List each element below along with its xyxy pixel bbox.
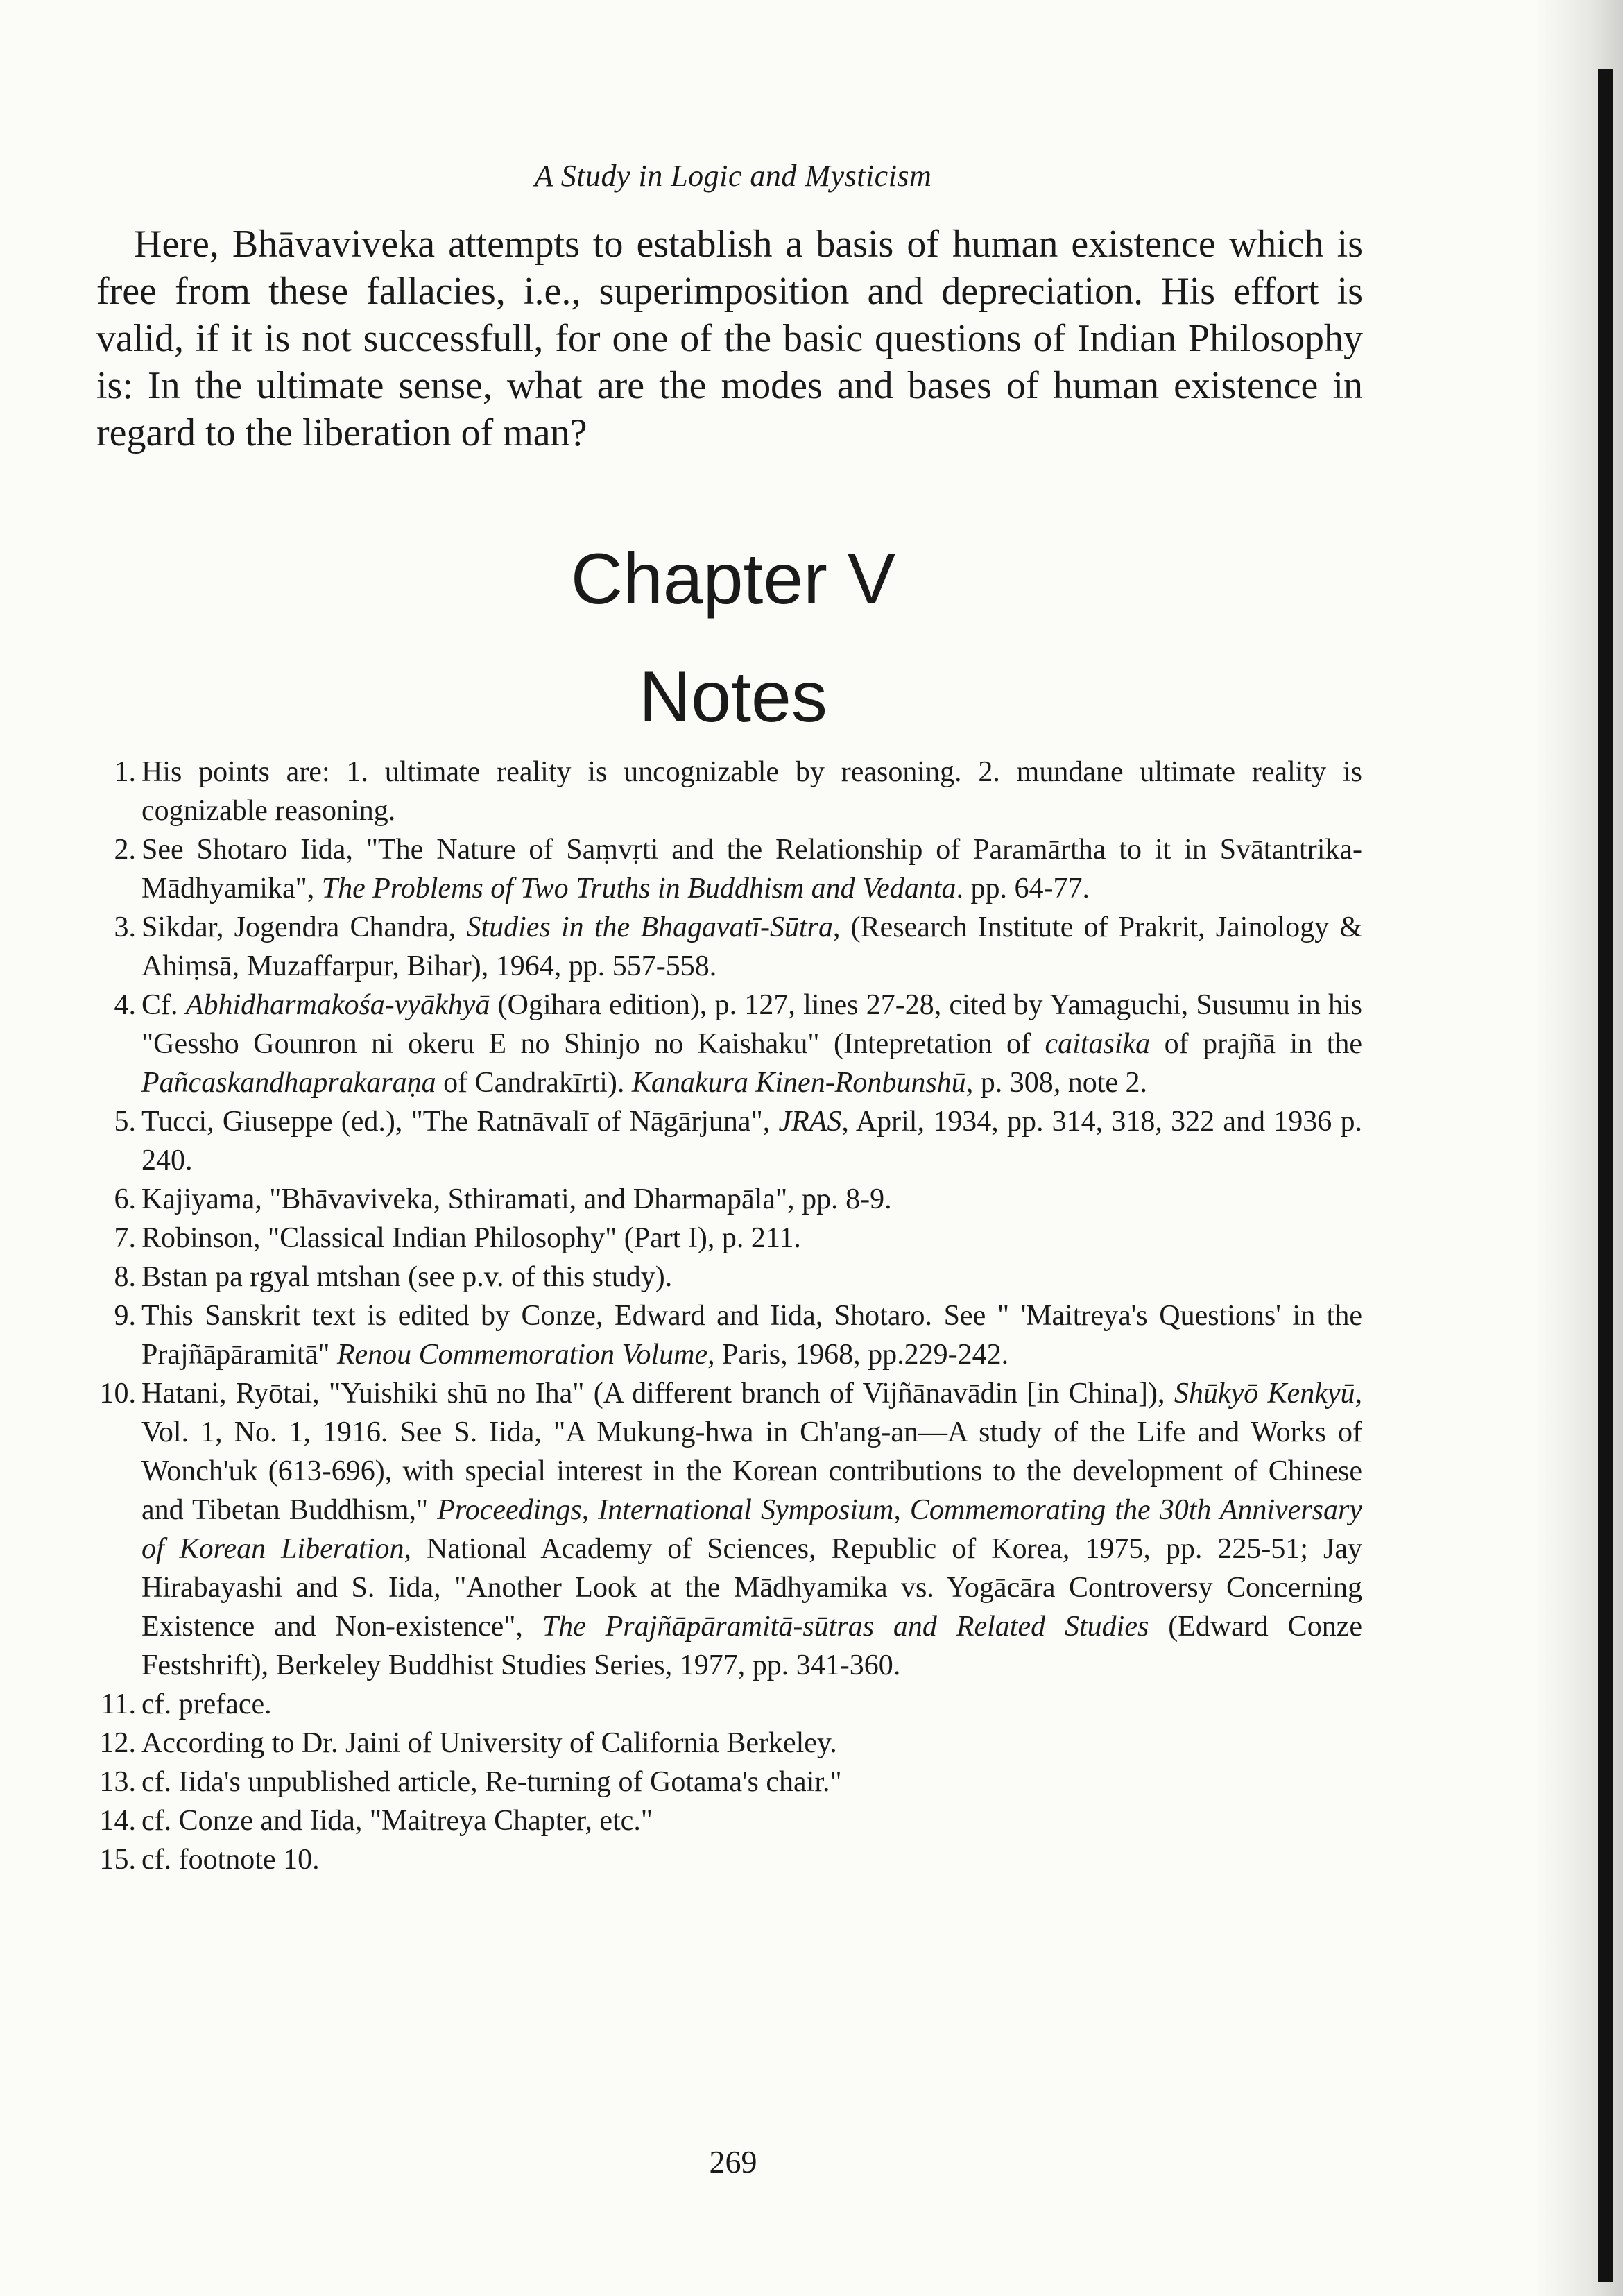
running-head: A Study in Logic and Mysticism [534, 159, 932, 193]
body-paragraph: Here, Bhāvaviveka attempts to establish a basis of human existence which is free from these fallacies, i.e., superimposition and depreciation. His effort is valid, if it is not successfull, for one of the basic questions of Indian Philosophy is: In the ultimate sense, what are the modes and bases of human existence in regard to the liberation of man? [96, 223, 1363, 454]
note-item [82, 1258, 1362, 1296]
note-item [82, 753, 1362, 830]
note-number: 5. [114, 1106, 136, 1138]
note-text [141, 1766, 842, 1798]
note-number: 4. [114, 989, 136, 1021]
note-text-segment: , National Academy of Sciences, Republic of Korea, 1975, pp. 225-51; Jay Hirabayashi and S. Iida, "Another Look at the Mādhyamika vs. Yogācāra Controversy Concerning Existence and Non-existence", [141, 1533, 1362, 1643]
page-binding-gutter [1533, 0, 1623, 2296]
note-item [82, 1763, 1362, 1801]
note-title-italic: Abhidharmakośa-vyākhyā [185, 989, 490, 1021]
note-title-italic: caitasika [1045, 1028, 1151, 1060]
note-number: 10. [99, 1378, 136, 1410]
note-text-segment: , (Research Institute of Prakrit, Jainology & Ahiṃsā, Muzaffarpur, Bihar), 1964, pp. 557-558. [141, 911, 1362, 982]
note-title-italic: The Prajñāpāramitā-sūtras and Related Studies [542, 1611, 1149, 1643]
note-text [141, 1222, 801, 1254]
note-text-segment: cf. Conze and Iida, "Maitreya Chapter, etc." [141, 1805, 653, 1837]
note-text-segment: See Shotaro Iida, "The Nature of Saṃvṛti and the Relationship of Paramārtha to it in Svātantrika-Mādhyamika", [141, 834, 1362, 905]
note-text-segment: . pp. 64-77. [956, 873, 1090, 905]
note-text-segment: Bstan pa rgyal mtshan (see p.v. of this study). [141, 1261, 673, 1293]
note-item [82, 1374, 1362, 1685]
note-text-segment: cf. footnote 10. [141, 1844, 320, 1876]
note-item [82, 1180, 1362, 1219]
note-text-segment: This Sanskrit text is edited by Conze, Edward and Iida, Shotaro. See " 'Maitreya's Questions' in the Prajñāpāramitā" [141, 1300, 1362, 1371]
note-text-segment: of prajñā in the [1150, 1028, 1363, 1060]
note-item [82, 1296, 1362, 1374]
note-item [82, 986, 1362, 1102]
note-title-italic: JRAS [778, 1106, 842, 1138]
note-text [141, 1378, 1362, 1681]
note-item [82, 1685, 1362, 1724]
note-item [82, 1219, 1362, 1258]
note-text-segment: (Edward Conze Festshrift), Berkeley Buddhist Studies Series, 1977, pp. 341-360. [141, 1611, 1362, 1681]
note-text [141, 1844, 320, 1876]
note-text [141, 1183, 892, 1215]
note-text [141, 1727, 837, 1759]
note-number: 9. [114, 1300, 136, 1332]
note-text [141, 989, 1362, 1099]
note-text [141, 1300, 1362, 1371]
note-number: 8. [114, 1261, 136, 1293]
note-text-segment: According to Dr. Jaini of University of California Berkeley. [141, 1727, 837, 1759]
note-text-segment: cf. Iida's unpublished article, Re-turning of Gotama's chair." [141, 1766, 842, 1798]
note-text-segment: , Vol. 1, No. 1, 1916. See S. Iida, "A Mukung-hwa in Ch'ang-an—A study of the Life and Works of Wonch'uk (613-696), with special interest in the Korean contributions to the development of Chinese and Tibetan Buddhism," [141, 1378, 1362, 1526]
note-title-italic: Pañcaskandhaprakaraṇa [141, 1067, 436, 1099]
note-item [82, 1102, 1362, 1180]
note-item [82, 1724, 1362, 1763]
chapter-title: Chapter V [570, 539, 896, 619]
note-number: 1. [114, 756, 136, 788]
note-text-segment: cf. preface. [141, 1688, 272, 1720]
note-text [141, 1805, 653, 1837]
note-number: 14. [99, 1805, 136, 1837]
note-text [141, 756, 1362, 827]
notes-list [82, 753, 1362, 1879]
note-number: 11. [101, 1688, 136, 1720]
body-text [96, 221, 1363, 456]
note-title-italic: The Problems of Two Truths in Buddhism and Vedanta [321, 873, 956, 905]
note-text [141, 1261, 672, 1293]
note-number: 12. [99, 1727, 136, 1759]
note-item [82, 908, 1362, 986]
note-number: 3. [114, 911, 136, 943]
note-item [82, 830, 1362, 908]
note-title-italic: Shūkyō Kenkyū [1174, 1378, 1355, 1410]
note-item [82, 1801, 1362, 1840]
note-text [141, 834, 1362, 905]
note-text-segment: Tucci, Giuseppe (ed.), "The Ratnāvalī of Nāgārjuna", [141, 1106, 779, 1138]
note-title-italic: Kanakura Kinen-Ronbunshū [631, 1067, 966, 1099]
notes-title: Notes [639, 657, 827, 737]
note-item [82, 1840, 1362, 1879]
note-number: 15. [99, 1844, 136, 1876]
note-text-segment: Sikdar, Jogendra Chandra, [141, 911, 467, 943]
note-text-segment: Kajiyama, "Bhāvaviveka, Sthiramati, and Dharmapāla", pp. 8-9. [141, 1183, 892, 1215]
note-text-segment: (Ogihara edition), p. 127, lines 27-28, cited by Yamaguchi, Susumu in his "Gessho Gounron ni okeru E no Shinjo no Kaishaku" (Intepretation of [141, 989, 1362, 1060]
note-text-segment: Hatani, Ryōtai, "Yuishiki shū no Iha" (A different branch of Vijñānavādin [in China]), [141, 1378, 1174, 1410]
note-text [141, 911, 1362, 982]
note-text-segment: His points are: 1. ultimate reality is uncognizable by reasoning. 2. mundane ultimate reality is cognizable reasoning. [141, 756, 1362, 827]
note-text-segment: of Candrakīrti). [436, 1067, 632, 1099]
note-text-segment: , April, 1934, pp. 314, 318, 322 and 1936 p. 240. [141, 1106, 1362, 1176]
note-number: 13. [99, 1766, 136, 1798]
note-text [141, 1688, 272, 1720]
note-number: 7. [114, 1222, 136, 1254]
note-number: 2. [114, 834, 136, 866]
note-text-segment: , p. 308, note 2. [965, 1067, 1147, 1099]
scan-edge-shadow [1598, 69, 1613, 2282]
note-number: 6. [114, 1183, 136, 1215]
note-title-italic: Studies in the Bhagavatī-Sūtra [466, 911, 833, 943]
page-number: 269 [709, 2144, 757, 2179]
note-text [141, 1106, 1362, 1176]
note-title-italic: Renou Commemoration Volume [336, 1339, 708, 1371]
note-text-segment: Cf. [141, 989, 186, 1021]
note-text-segment: , Paris, 1968, pp.229-242. [707, 1339, 1009, 1371]
note-text-segment: Robinson, "Classical Indian Philosophy" (Part I), p. 211. [141, 1222, 801, 1254]
note-title-italic: Proceedings, International Symposium, Commemorating the 30th Anniversary of Korean Liberation [141, 1494, 1362, 1565]
